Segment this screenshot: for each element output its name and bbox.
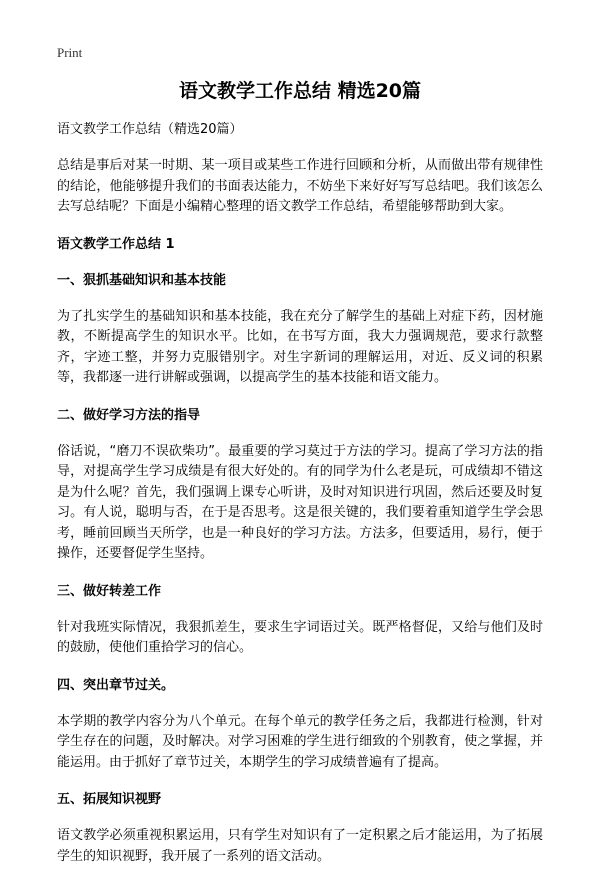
- section-heading-5: 五、拓展知识视野: [57, 792, 162, 807]
- print-link[interactable]: Print: [57, 45, 83, 60]
- document-body: [57, 120, 543, 884]
- section-paragraph-1: 为了扎实学生的基础知识和基本技能，我在充分了解学生的基础上对症下药，因材施教，不断提高学生的知识水平。比如，在书写方面，我大力强调规范，要求行款整齐，字迹工整，并努力克服错别字。对生字新词的理解运用，对近、反义词的积累等，我都逐一进行讲解或强调，以提高学生的基本技能和语文能力。: [57, 308, 543, 385]
- section-heading-3: 三、做好转差工作: [57, 583, 162, 599]
- section-heading-2: 二、做好学习方法的指导: [57, 407, 201, 423]
- section-heading-1: 一、狠抓基础知识和基本技能: [57, 272, 227, 288]
- intro-paragraph: 总结是事后对某一时期、某一项目或某些工作进行回顾和分析，从而做出带有规律性的结论，他能够提升我们的书面表达能力，不妨坐下来好好写写总结吧。我们该怎么去写总结呢？下面是小编精心整理的语文教学工作总结，希望能够帮助到大家。: [57, 158, 543, 214]
- section-paragraph-4: 本学期的教学内容分为八个单元。在每个单元的教学任务之后，我都进行检测，针对学生存在的问题，及时解决。对学习困难的学生进行细致的个别教育，使之掌握，并能运用。由于抓好了章节过关，本期学生的学习成绩普遍有了提高。: [57, 713, 543, 770]
- section-paragraph-3: 针对我班实际情况，我狠抓差生，要求生字词语过关。既严格督促，又给与他们及时的鼓励，使他们重拾学习的信心。: [57, 619, 543, 655]
- summary-heading: 语文教学工作总结 1: [57, 236, 175, 252]
- section-heading-4: 四、突出章节过关。: [57, 677, 175, 693]
- document-subtitle: 语文教学工作总结（精选20篇）: [57, 122, 243, 137]
- page-title: 语文教学工作总结 精选20篇: [178, 80, 422, 102]
- section-paragraph-2: 俗话说，“磨刀不误砍柴功”。最重要的学习莫过于方法的学习。提高了学习方法的指导，对提高学生学习成绩是有很大好处的。有的同学为什么老是玩，可成绩却不错这是为什么呢？首先，我们强调上课专心听讲，及时对知识进行巩固，然后还要及时复习。有人说，聪明与否，在于是否思考。这是很关键的，我们要着重知道学生学会思考，睡前回顾当天所学，也是一种良好的学习方法。方法多，但要适用，易行，便于操作，还要督促学生坚持。: [57, 443, 543, 561]
- section-paragraph-5: 语文教学必须重视积累运用，只有学生对知识有了一定积累之后才能运用，为了拓展学生的知识视野，我开展了一系列的语文活动。: [57, 828, 543, 864]
